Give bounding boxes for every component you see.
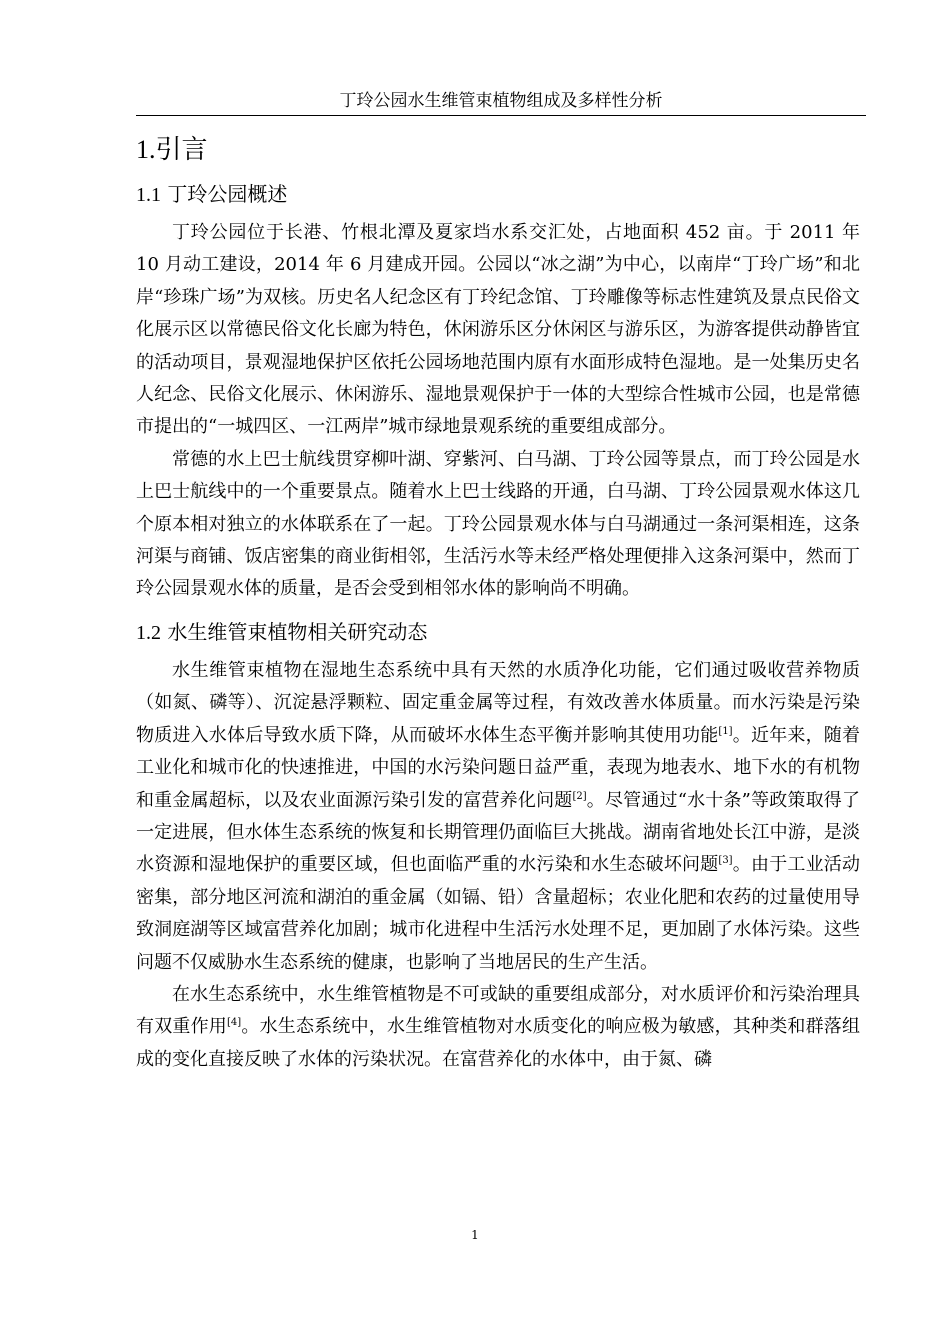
section-number: 1.2 — [136, 621, 161, 644]
section-title: 水生维管束植物相关研究动态 — [167, 619, 428, 644]
body-paragraph — [136, 979, 860, 1076]
body-paragraph: 常德的水上巴士航线贯穿柳叶湖、穿紫河、白马湖、丁玲公园等景点，而丁玲公园是水上巴士航线中的一个重要景点。随着水上巴士线路的开通，白马湖、丁玲公园景观水体这几个原本相对独立的水体联系在了一起。丁玲公园景观水体与白马湖通过一条河渠相连，这条河渠与商铺、饭店密集的商业街相邻，生活污水等未经严格处理便排入这条河渠中，然而丁玲公园景观水体的质量，是否会受到相邻水体的影响尚不明确。 — [136, 448, 860, 600]
chapter-heading — [136, 132, 860, 168]
header-rule — [136, 115, 866, 116]
paragraph-text: 。由于工业活动密集，部分地区河流和湖泊的重金属（如镉、铅）含量超标；农业化肥和农药的过量使用导致洞庭湖等区域富营养化加剧；城市化进程中生活污水处理不足，更加剧了水体污染。这些问题不仅威胁水生态系统的健康，也影响了当地居民的生产生活。 — [136, 854, 860, 973]
paragraph-text: 水生维管束植物在湿地生态系统中具有天然的水质净化功能，它们通过吸收营养物质（如氮、磷等）、沉淀悬浮颗粒、固定重金属等过程，有效改善水体质量。而水污染是污染物质进入水体后导致水质下降，从而破坏水体生态平衡并影响其使用功能 — [136, 659, 860, 746]
citation-ref: [2] — [572, 790, 587, 802]
citation-ref: [3] — [718, 855, 733, 867]
paragraph-text: 在水生态系统中，水生维管植物是不可或缺的重要组成部分，对水质评价和污染治理具有双重作用 — [136, 983, 860, 1038]
paragraph-text: 。尽管通过“水十条”等政策取得了一定进展，但水体生态系统的恢复和长期管理仍面临巨大挑战。湖南省地处长江中游，是淡水资源和湿地保护的重要区域，但也面临严重的水污染和水生态破坏问题 — [136, 789, 860, 876]
section-number: 1.1 — [136, 184, 161, 206]
paragraph-text: 。近年来，随着工业化和城市化的快速推进，中国的水污染问题日益严重，表现为地表水、地下水的有机物和重金属超标，以及农业面源污染引发的富营养化问题 — [136, 724, 860, 811]
running-header: 丁玲公园水生维管束植物组成及多样性分析 — [339, 91, 663, 111]
section-heading-1-1 — [136, 174, 860, 215]
page-content — [136, 132, 860, 1076]
chapter-number: 1. — [136, 135, 156, 164]
citation-ref: [4] — [227, 1017, 242, 1029]
citation-ref: [1] — [718, 725, 733, 737]
body-paragraph — [136, 655, 860, 979]
page-number: 1 — [471, 1228, 479, 1242]
paragraph-text: 。水生态系统中，水生维管植物对水质变化的响应极为敏感，其种类和群落组成的变化直接反映了水体的污染状况。在富营养化的水体中，由于氮、磷 — [136, 1016, 861, 1070]
section-heading-1-2 — [136, 612, 860, 653]
section-title: 丁玲公园概述 — [167, 182, 288, 206]
chapter-title: 引言 — [155, 135, 208, 165]
body-paragraph: 丁玲公园位于长港、竹根北潭及夏家垱水系交汇处，占地面积 452 亩。于 2011 年 10 月动工建设，2014 年 6 月建成开园。公园以“冰之湖”为中心，以南岸“丁玲广场”和北岸“珍珠广场”为双核。历史名人纪念区有丁玲纪念馆、丁玲雕像等标志性建筑及景点民俗文化展示区以常德民俗文化长廊为特色，休闲游乐区分休闲区与游乐区，为游客提供动静皆宜的活动项目，景观湿地保护区依托公园场地范围内原有水面形成特色湿地。是一处集历史名人纪念、民俗文化展示、休闲游乐、湿地景观保护于一体的大型综合性城市公园，也是常德市提出的“一城四区、一江两岸”城市绿地景观系统的重要组成部分。 — [136, 222, 860, 438]
